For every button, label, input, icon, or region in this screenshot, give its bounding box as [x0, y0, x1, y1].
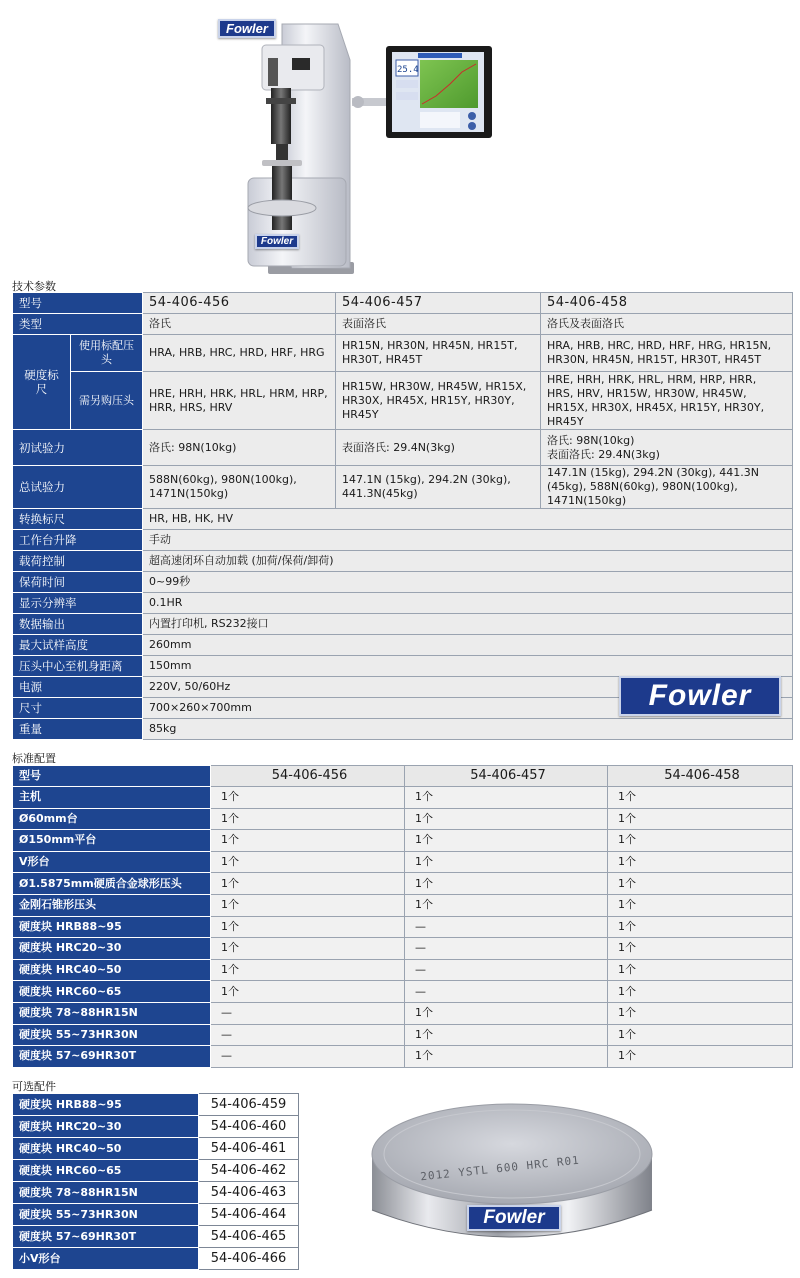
- optional-item-label: 硬度块 HRC40~50: [13, 1138, 199, 1160]
- qty-456: 1个: [211, 808, 405, 830]
- qty-458: 1个: [608, 894, 793, 916]
- spec-row-dwell: [13, 572, 793, 593]
- spec-row-scale-opt: [13, 372, 793, 430]
- spec-table: [12, 292, 793, 740]
- qty-457: 1个: [405, 787, 608, 809]
- standard-header-label: 型号: [13, 766, 211, 787]
- optional-item-code: 54-406-464: [199, 1204, 299, 1226]
- optional-item-code: 54-406-460: [199, 1116, 299, 1138]
- spec-value: 147.1N (15kg), 294.2N (30kg), 441.3N (45kg), 588N(60kg), 980N(100kg), 1471N(150kg): [541, 466, 793, 509]
- qty-458: 1个: [608, 938, 793, 960]
- qty-456: 1个: [211, 873, 405, 895]
- qty-457: —: [405, 916, 608, 938]
- standard-row: [13, 851, 793, 873]
- standard-item-label: 硬度块 HRC60~65: [13, 981, 211, 1003]
- spec-row-lift: [13, 530, 793, 551]
- optional-item-label: 硬度块 HRB88~95: [13, 1094, 199, 1116]
- spec-value: [541, 430, 793, 466]
- spec-label: 转换标尺: [13, 509, 143, 530]
- spec-label: 类型: [13, 314, 143, 335]
- qty-456: 1个: [211, 981, 405, 1003]
- spec-label: 压头中心至机身距离: [13, 656, 143, 677]
- spec-value: 150mm: [143, 656, 793, 677]
- optional-item-code: 54-406-465: [199, 1226, 299, 1248]
- spec-row-type: [13, 314, 793, 335]
- qty-458: 1个: [608, 830, 793, 852]
- optional-row: [13, 1204, 299, 1226]
- standard-item-label: 硬度块 HRB88~95: [13, 916, 211, 938]
- spec-value: 超高速闭环自动加载 (加荷/保荷/卸荷): [143, 551, 793, 572]
- spec-row-total: [13, 466, 793, 509]
- standard-item-label: 硬度块 55~73HR30N: [13, 1024, 211, 1046]
- standard-item-label: 主机: [13, 787, 211, 809]
- optional-row: [13, 1226, 299, 1248]
- standard-row: [13, 1024, 793, 1046]
- spec-row-preload: [13, 430, 793, 466]
- optional-item-label: 硬度块 HRC20~30: [13, 1116, 199, 1138]
- spec-value: 洛氏及表面洛氏: [541, 314, 793, 335]
- qty-458: 1个: [608, 981, 793, 1003]
- qty-458: 1个: [608, 959, 793, 981]
- preload-superficial: 表面洛氏: 29.4N(3kg): [547, 447, 660, 461]
- optional-item-label: 硬度块 57~69HR30T: [13, 1226, 199, 1248]
- spec-label: 显示分辨率: [13, 593, 143, 614]
- section-title-standard: 标准配置: [12, 752, 56, 765]
- spec-value: 700×260×700mm: [143, 698, 793, 719]
- spec-value: 手动: [143, 530, 793, 551]
- optional-rows: [13, 1094, 299, 1270]
- standard-row: [13, 894, 793, 916]
- spec-label: 载荷控制: [13, 551, 143, 572]
- screen-reading: 25.4: [397, 65, 419, 75]
- standard-config-table: [12, 765, 793, 1068]
- hardness-test-block-photo: [362, 1092, 662, 1270]
- qty-457: —: [405, 959, 608, 981]
- standard-item-label: 硬度块 57~69HR30T: [13, 1046, 211, 1068]
- spec-value: 85kg: [143, 719, 793, 740]
- preload-rockwell: 洛氏: 98N(10kg): [547, 433, 635, 447]
- qty-456: 1个: [211, 959, 405, 981]
- spec-label: 硬度标尺: [13, 335, 71, 430]
- standard-item-label: V形台: [13, 851, 211, 873]
- qty-458: 1个: [608, 1046, 793, 1068]
- optional-item-label: 硬度块 HRC60~65: [13, 1160, 199, 1182]
- standard-row: [13, 959, 793, 981]
- standard-row: [13, 981, 793, 1003]
- qty-456: 1个: [211, 894, 405, 916]
- standard-item-label: Ø150mm平台: [13, 830, 211, 852]
- spec-value: 0.1HR: [143, 593, 793, 614]
- qty-457: 1个: [405, 873, 608, 895]
- spec-value: 表面洛氏: [336, 314, 541, 335]
- qty-458: 1个: [608, 851, 793, 873]
- qty-456: 1个: [211, 851, 405, 873]
- optional-accessories-table: [12, 1093, 299, 1270]
- hardness-tester-drawing: [0, 0, 800, 278]
- spec-value: 0~99秒: [143, 572, 793, 593]
- qty-457: 1个: [405, 808, 608, 830]
- qty-456: —: [211, 1024, 405, 1046]
- qty-457: 1个: [405, 1024, 608, 1046]
- standard-row: [13, 916, 793, 938]
- optional-row: [13, 1182, 299, 1204]
- optional-row: [13, 1248, 299, 1270]
- spec-value: 表面洛氏: 29.4N(3kg): [336, 430, 541, 466]
- optional-item-code: 54-406-461: [199, 1138, 299, 1160]
- standard-rows: [13, 787, 793, 1068]
- brand-logo-large: Fowler: [619, 676, 781, 716]
- qty-456: 1个: [211, 787, 405, 809]
- spec-row-convert: [13, 509, 793, 530]
- spec-value: 洛氏: [143, 314, 336, 335]
- spec-value: HR15W, HR30W, HR45W, HR15X, HR30X, HR45X, HR15Y, HR30Y, HR45Y: [336, 372, 541, 430]
- qty-456: 1个: [211, 938, 405, 960]
- product-photo: [0, 0, 800, 278]
- spec-value: HRE, HRH, HRK, HRL, HRM, HRP, HRR, HRS, HRV: [143, 372, 336, 430]
- spec-row-height: [13, 635, 793, 656]
- standard-item-label: Ø1.5875mm硬质合金球形压头: [13, 873, 211, 895]
- standard-row: [13, 808, 793, 830]
- standard-header-456: 54-406-456: [211, 766, 405, 787]
- qty-457: —: [405, 981, 608, 1003]
- qty-457: 1个: [405, 1002, 608, 1024]
- optional-row: [13, 1094, 299, 1116]
- section-title-optional: 可选配件: [12, 1080, 56, 1093]
- model-458: 54-406-458: [541, 293, 793, 314]
- spec-value: 洛氏: 98N(10kg): [143, 430, 336, 466]
- spec-sublabel: 需另购压头: [71, 372, 143, 430]
- spec-row-weight: [13, 719, 793, 740]
- spec-row-scale-std: [13, 335, 793, 372]
- spec-value: 260mm: [143, 635, 793, 656]
- spec-row-throat: [13, 656, 793, 677]
- spec-value: 147.1N (15kg), 294.2N (30kg), 441.3N(45kg): [336, 466, 541, 509]
- optional-row: [13, 1116, 299, 1138]
- qty-458: 1个: [608, 808, 793, 830]
- standard-row: [13, 830, 793, 852]
- spec-value: HRA, HRB, HRC, HRD, HRF, HRG: [143, 335, 336, 372]
- spec-row-output: [13, 614, 793, 635]
- optional-item-label: 硬度块 55~73HR30N: [13, 1204, 199, 1226]
- standard-row: [13, 938, 793, 960]
- section-title-spec: 技术参数: [12, 280, 56, 293]
- spec-value: HR15N, HR30N, HR45N, HR15T, HR30T, HR45T: [336, 335, 541, 372]
- standard-header-row: [13, 766, 793, 787]
- spec-sublabel: 使用标配压头: [71, 335, 143, 372]
- qty-456: 1个: [211, 830, 405, 852]
- standard-row: [13, 1002, 793, 1024]
- spec-label: 尺寸: [13, 698, 143, 719]
- spec-value: HRA, HRB, HRC, HRD, HRF, HRG, HR15N, HR30N, HR45N, HR15T, HR30T, HR45T: [541, 335, 793, 372]
- optional-item-code: 54-406-462: [199, 1160, 299, 1182]
- qty-457: 1个: [405, 830, 608, 852]
- qty-457: —: [405, 938, 608, 960]
- standard-item-label: 金刚石锥形压头: [13, 894, 211, 916]
- spec-value: HR, HB, HK, HV: [143, 509, 793, 530]
- standard-header-458: 54-406-458: [608, 766, 793, 787]
- spec-label: 总试验力: [13, 466, 143, 509]
- spec-label: 型号: [13, 293, 143, 314]
- test-block-engraving: 2012 YSTL 600 HRC R01: [419, 1153, 581, 1184]
- spec-value: 220V, 50/60Hz: [143, 677, 793, 698]
- spec-row-resolution: [13, 593, 793, 614]
- spec-label: 初试验力: [13, 430, 143, 466]
- qty-458: 1个: [608, 873, 793, 895]
- qty-458: 1个: [608, 1002, 793, 1024]
- qty-456: 1个: [211, 916, 405, 938]
- spec-value: 内置打印机, RS232接口: [143, 614, 793, 635]
- optional-item-code: 54-406-463: [199, 1182, 299, 1204]
- standard-header-457: 54-406-457: [405, 766, 608, 787]
- optional-row: [13, 1160, 299, 1182]
- spec-label: 保荷时间: [13, 572, 143, 593]
- spec-row-load: [13, 551, 793, 572]
- qty-457: 1个: [405, 1046, 608, 1068]
- brand-logo-test-block: Fowler: [467, 1205, 561, 1231]
- spec-label: 重量: [13, 719, 143, 740]
- optional-item-code: 54-406-466: [199, 1248, 299, 1270]
- qty-458: 1个: [608, 916, 793, 938]
- spec-value: HRE, HRH, HRK, HRL, HRM, HRP, HRR, HRS, HRV, HR15W, HR30W, HR45W, HR15X, HR30X, HR45X, HR15Y, HR30Y, HR45Y: [541, 372, 793, 430]
- spec-row-model: [13, 293, 793, 314]
- qty-458: 1个: [608, 1024, 793, 1046]
- standard-row: [13, 1046, 793, 1068]
- brand-logo-top: Fowler: [218, 19, 276, 38]
- spec-label: 工作台升降: [13, 530, 143, 551]
- standard-item-label: Ø60mm台: [13, 808, 211, 830]
- standard-row: [13, 873, 793, 895]
- qty-457: 1个: [405, 894, 608, 916]
- spec-value: 588N(60kg), 980N(100kg), 1471N(150kg): [143, 466, 336, 509]
- standard-item-label: 硬度块 HRC40~50: [13, 959, 211, 981]
- brand-logo-machine: Fowler: [255, 234, 299, 249]
- model-457: 54-406-457: [336, 293, 541, 314]
- standard-item-label: 硬度块 78~88HR15N: [13, 1002, 211, 1024]
- qty-456: —: [211, 1002, 405, 1024]
- model-456: 54-406-456: [143, 293, 336, 314]
- spec-label: 电源: [13, 677, 143, 698]
- spec-label: 数据输出: [13, 614, 143, 635]
- optional-row: [13, 1138, 299, 1160]
- standard-row: [13, 787, 793, 809]
- qty-456: —: [211, 1046, 405, 1068]
- qty-457: 1个: [405, 851, 608, 873]
- optional-item-label: 小V形台: [13, 1248, 199, 1270]
- standard-item-label: 硬度块 HRC20~30: [13, 938, 211, 960]
- optional-item-code: 54-406-459: [199, 1094, 299, 1116]
- optional-item-label: 硬度块 78~88HR15N: [13, 1182, 199, 1204]
- spec-label: 最大试样高度: [13, 635, 143, 656]
- qty-458: 1个: [608, 787, 793, 809]
